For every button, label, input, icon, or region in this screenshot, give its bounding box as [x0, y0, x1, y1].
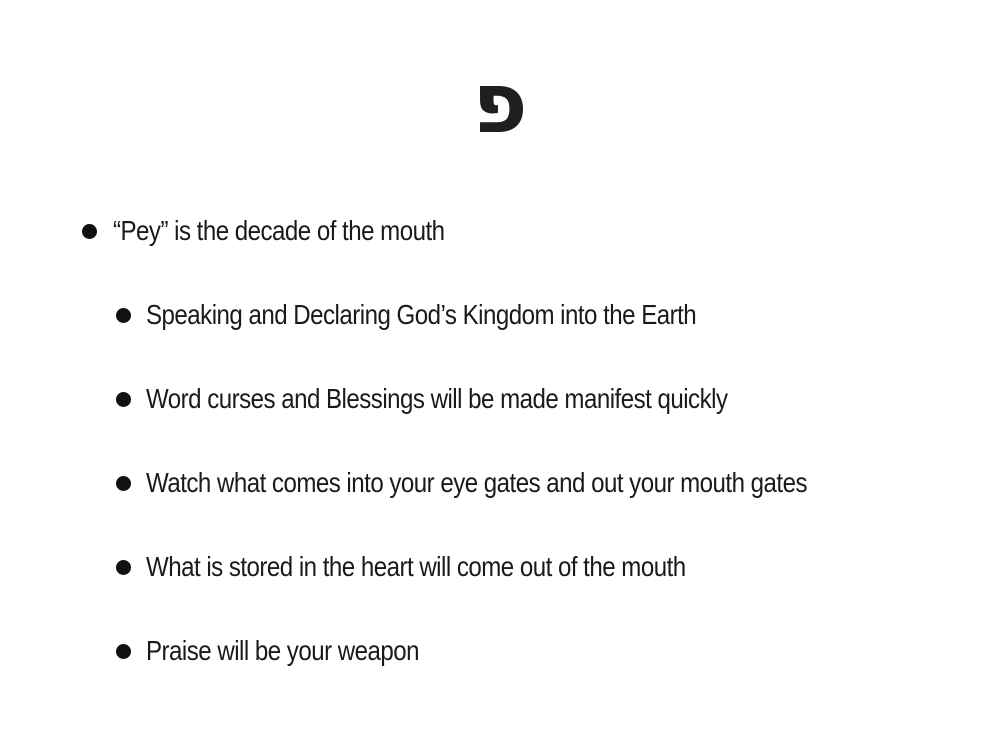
- sub-bullet-item: [116, 547, 773, 587]
- bullet-dot-icon: [116, 560, 131, 575]
- bullet-dot-icon: [82, 224, 97, 239]
- bullet-text: “Pey” is the decade of the mouth: [113, 215, 445, 246]
- bullet-dot-icon: [116, 308, 131, 323]
- bullet-text: What is stored in the heart will come out of the mouth: [146, 551, 686, 582]
- bullet-item: [82, 211, 498, 251]
- slide-title: פ: [472, 54, 528, 152]
- bullet-dot-icon: [116, 476, 131, 491]
- bullet-dot-icon: [116, 392, 131, 407]
- bullet-text: Watch what comes into your eye gates and out your mouth gates: [146, 467, 807, 498]
- bullet-text: Word curses and Blessings will be made manifest quickly: [146, 383, 728, 414]
- sub-bullet-item: [116, 295, 786, 335]
- sub-bullet-item: [116, 379, 822, 419]
- bullet-text: Praise will be your weapon: [146, 635, 420, 666]
- bullet-dot-icon: [116, 644, 131, 659]
- bullet-text: Speaking and Declaring God’s Kingdom into the Earth: [146, 299, 697, 330]
- sub-bullet-item: [116, 463, 915, 503]
- sub-bullet-item: [116, 631, 463, 671]
